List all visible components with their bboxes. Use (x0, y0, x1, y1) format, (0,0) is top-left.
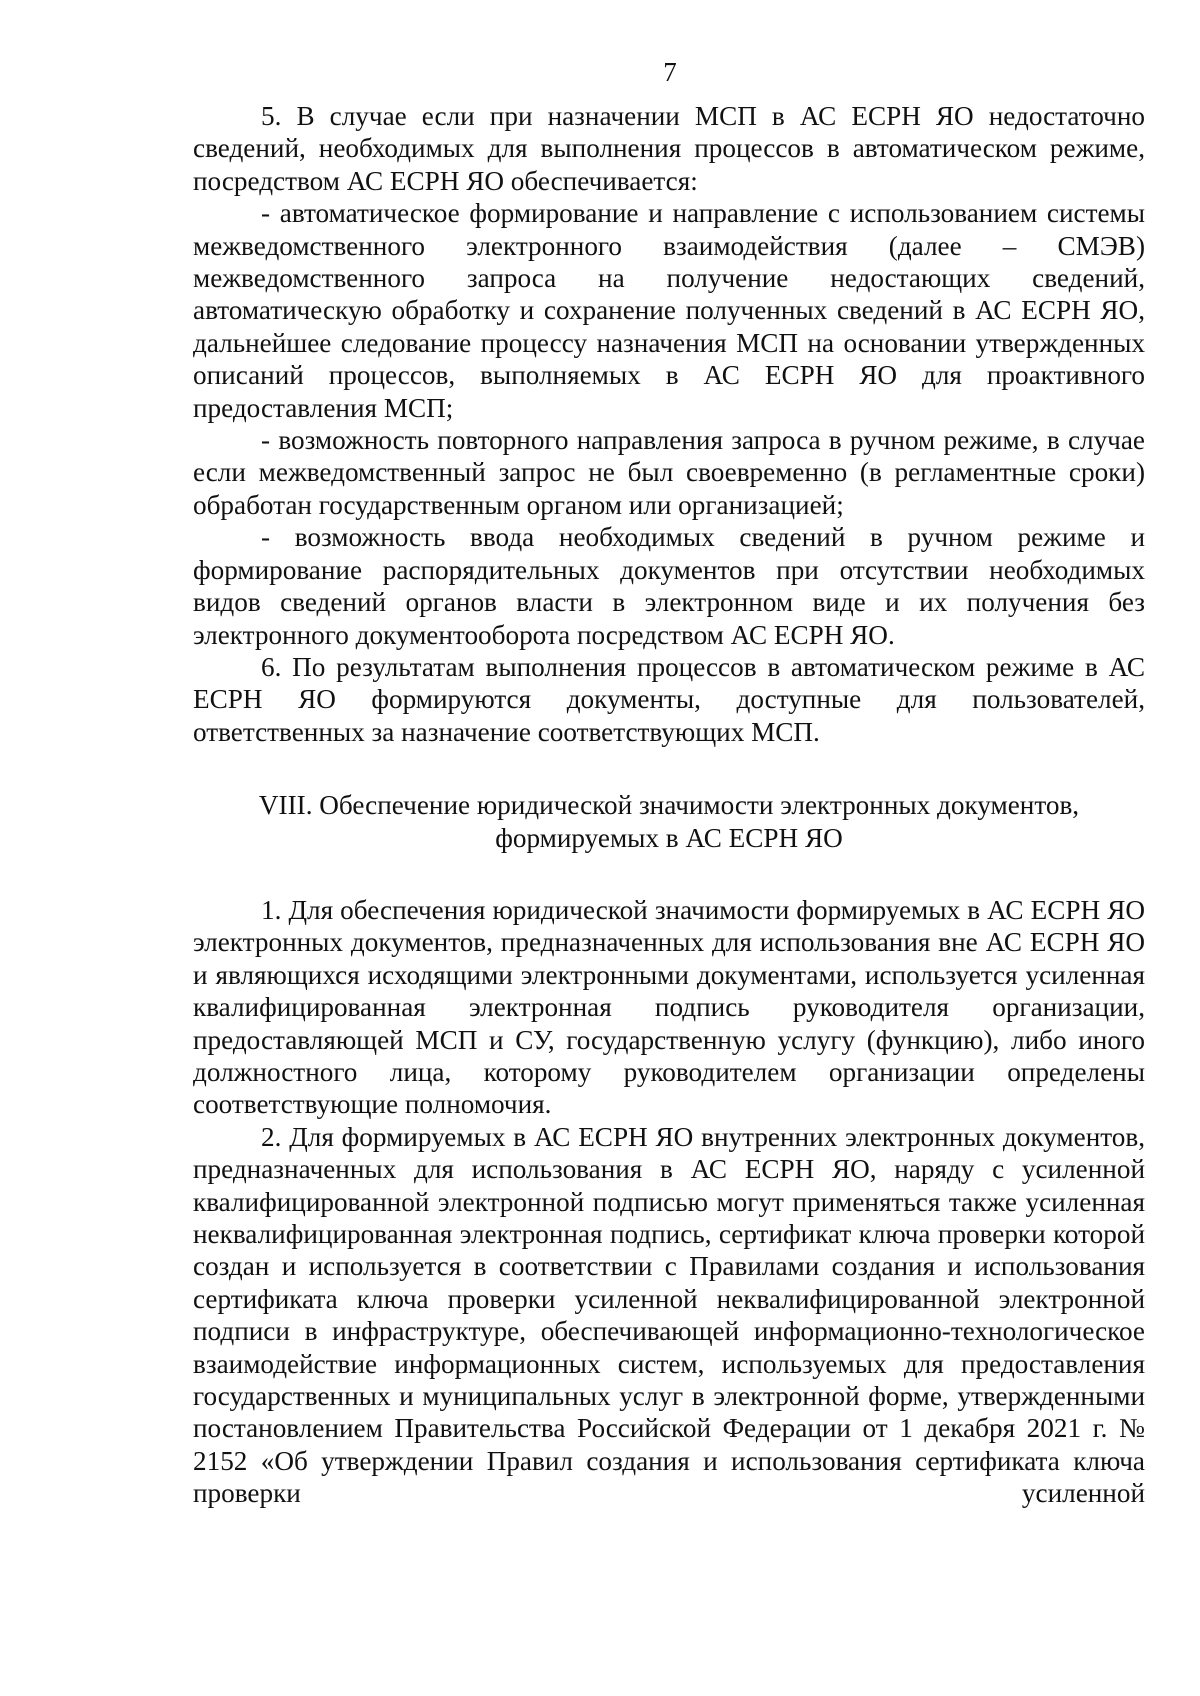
section-8-heading-line-1: VIII. Обеспечение юридической значимости электронных документов, (258, 790, 1080, 821)
section-8-heading-line-2: формируемых в АС ЕСРН ЯО (495, 822, 843, 853)
paragraph-5-item-3: - возможность ввода необходимых сведений в ручном режиме и формирование распорядительных документов при отсутствии необходимых видов сведений органов власти в электронном виде и их получения без электронного документооборота посредством АС ЕСРН ЯО. (193, 522, 1145, 650)
section-8-paragraph-1: 1. Для обеспечения юридической значимости формируемых в АС ЕСРН ЯО электронных документов, предназначенных для использования вне АС ЕСРН ЯО и являющихся исходящими электронными документами, используется усиленная квалифицированная электронная подпись руководителя организации, предоставляющей МСП и СУ, государственную услугу (функцию), либо иного должностного лица, которому руководителем организации определены соответствующие полномочия. (193, 894, 1145, 1120)
paragraph-5-intro: 5. В случае если при назначении МСП в АС ЕСРН ЯО недостаточно сведений, необходимых для выполнения процессов в автоматическом режиме, посредством АС ЕСРН ЯО обеспечивается: (193, 101, 1145, 196)
document-body (193, 100, 1145, 1510)
paragraph-6: 6. По результатам выполнения процессов в автоматическом режиме в АС ЕСРН ЯО формируются документы, доступные для пользователей, ответственных за назначение соответствующих МСП. (193, 651, 1145, 747)
paragraph-5-item-2: - возможность повторного направления запроса в ручном режиме, в случае если межведомственный запрос не был своевременно (в регламентные сроки) обработан государственным органом или организацией; (193, 425, 1145, 520)
paragraph-5-item-1: - автоматическое формирование и направление с использованием системы межведомственного электронного взаимодействия (далее – СМЭВ) межведомственного запроса на получение недостающих сведений, автоматическую обработку и сохранение полученных сведений в АС ЕСРН ЯО, дальнейшее следование процессу назначения МСП на основании утвержденных описаний процессов, выполняемых в АС ЕСРН ЯО для проактивного предоставления МСП; (193, 198, 1145, 423)
section-8-paragraph-2: 2. Для формируемых в АС ЕСРН ЯО внутренних электронных документов, предназначенных для использования в АС ЕСРН ЯО, наряду с усиленной квалифицированной электронной подписью могут применяться также усиленная неквалифицированная электронная подпись, сертификат ключа проверки которой создан и используется в соответствии с Правилами создания и использования сертификата ключа проверки усиленной неквалифицированной электронной подписи в инфраструктуре, обеспечивающей информационно-технологическое взаимодействие информационных систем, используемых для предоставления государственных и муниципальных услуг в электронной форме, утвержденными постановлением Правительства Российской Федерации от 1 декабря 2021 г. № 2152 «Об утверждении Правил создания и использования сертификата ключа проверки усиленной (193, 1121, 1145, 1509)
page-number: 7 (663, 57, 677, 87)
section-8-heading (193, 789, 1145, 854)
